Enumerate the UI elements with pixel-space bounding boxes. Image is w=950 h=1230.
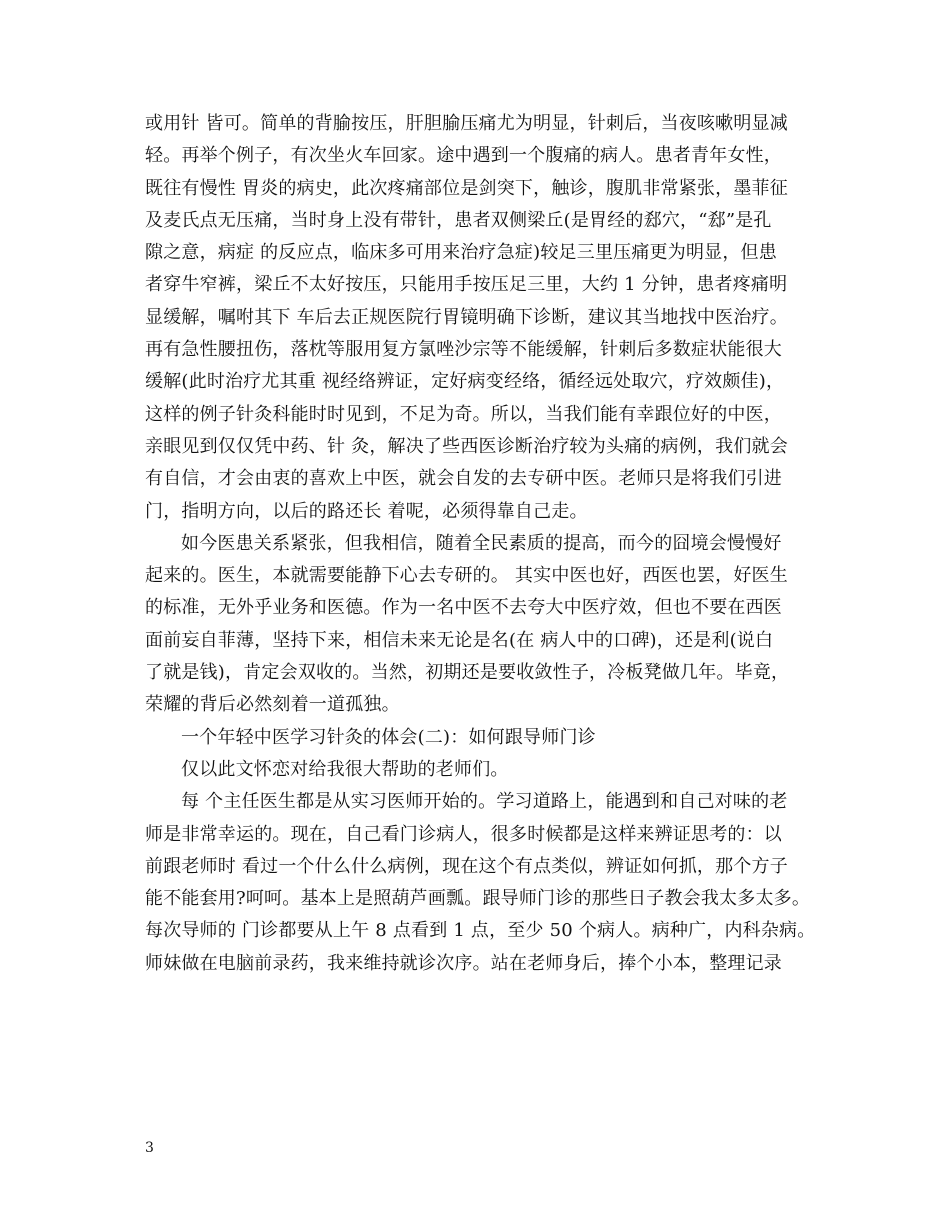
- text-line: 既往有慢性 胃炎的病史，此次疼痛部位是剑突下，触诊，腹肌非常紧张，墨菲征: [145, 177, 788, 199]
- text-line: 或用针 皆可。简单的背腧按压，肝胆腧压痛尤为明显，针刺后，当夜咳嗽明显减: [145, 113, 788, 134]
- text-line: 每 个主任医生都是从实习医师开始的。学习道路上，能遇到和自己对味的老: [181, 791, 788, 813]
- text-line: 这样的例子针灸科能时时见到，不足为奇。所以，当我们能有幸跟位好的中医，: [145, 403, 782, 425]
- text-line: 师是非常幸运的。现在，自己看门诊病人，很多时候都是这样来辨证思考的：以: [145, 823, 782, 845]
- text-line: 亲眼见到仅仅凭中药、针 灸，解决了些西医诊断治疗较为头痛的病例，我们就会: [145, 435, 788, 457]
- text-line: 门，指明方向，以后的路还长 着呢，必须得靠自己走。: [145, 500, 588, 522]
- text-line: 显缓解，嘱咐其下 车后去正规医院行胃镜明确下诊断，建议其当地找中医治疗。: [145, 306, 788, 328]
- text-line: 起来的。医生，本就需要能静下心去专研的。 其实中医也好，西医也罢，好医生: [145, 565, 788, 587]
- text-line: 面前妄自菲薄，坚持下来，相信未来无论是名(在 病人中的口碑)，还是利(说白: [145, 629, 774, 651]
- page-number: 3: [145, 1140, 154, 1156]
- text-line: 缓解(此时治疗尤其重 视经络辨证，定好病变经络，循经远处取穴，疗效颇佳)，: [145, 371, 785, 393]
- text-line: 了就是钱)，肯定会双收的。当然，初期还是要收敛性子，冷板凳做几年。毕竟，: [145, 662, 790, 684]
- text-line: 能不能套用?呵呵。基本上是照葫芦画瓢。跟导师门诊的那些日子教会我太多太多。: [145, 888, 811, 910]
- text-line: 轻。再举个例子，有次坐火车回家。途中遇到一个腹痛的病人。患者青年女性，: [145, 145, 782, 167]
- text-line: 及麦氏点无压痛，当时身上没有带针，患者双侧梁丘(是胃经的郄穴，“郄”是孔: [145, 209, 772, 231]
- text-line: 前跟老师时 看过一个什么什么病例，现在这个有点类似，辨证如何抓，那个方子: [145, 855, 788, 877]
- text-line: 每次导师的 门诊都要从上午 8 点看到 1 点，至少 50 个病人。病种广，内科杂病。: [145, 920, 816, 942]
- text-line: 的标准，无外乎业务和医德。作为一名中医不去夸大中医疗效，但也不要在西医: [145, 597, 782, 619]
- text-line: 荣耀的背后必然刻着一道孤独。: [145, 694, 400, 716]
- text-line: 者穿牛窄裤，梁丘不太好按压，只能用手按压足三里，大约 1 分钟，患者疼痛明: [145, 274, 788, 296]
- text-line: 仅以此文怀恋对给我很大帮助的老师们。: [181, 758, 509, 780]
- body-text: [145, 108, 825, 980]
- text-line: 一个年轻中医学习针灸的体会(二)：如何跟导师门诊: [181, 726, 596, 748]
- text-line: 有自信，才会由衷的喜欢上中医，就会自发的去专研中医。老师只是将我们引进: [145, 468, 782, 490]
- text-line: 再有急性腰扭伤，落枕等服用复方氯唑沙宗等不能缓解，针刺后多数症状能很大: [145, 339, 782, 361]
- text-line: 师妹做在电脑前录药，我来维持就诊次序。站在老师身后，捧个小本，整理记录: [145, 952, 782, 974]
- text-line: 隙之意，病症 的反应点，临床多可用来治疗急症)较足三里压痛更为明显，但患: [145, 242, 777, 264]
- text-line: 如今医患关系紧张，但我相信，随着全民素质的提高，而今的囧境会慢慢好: [181, 532, 782, 554]
